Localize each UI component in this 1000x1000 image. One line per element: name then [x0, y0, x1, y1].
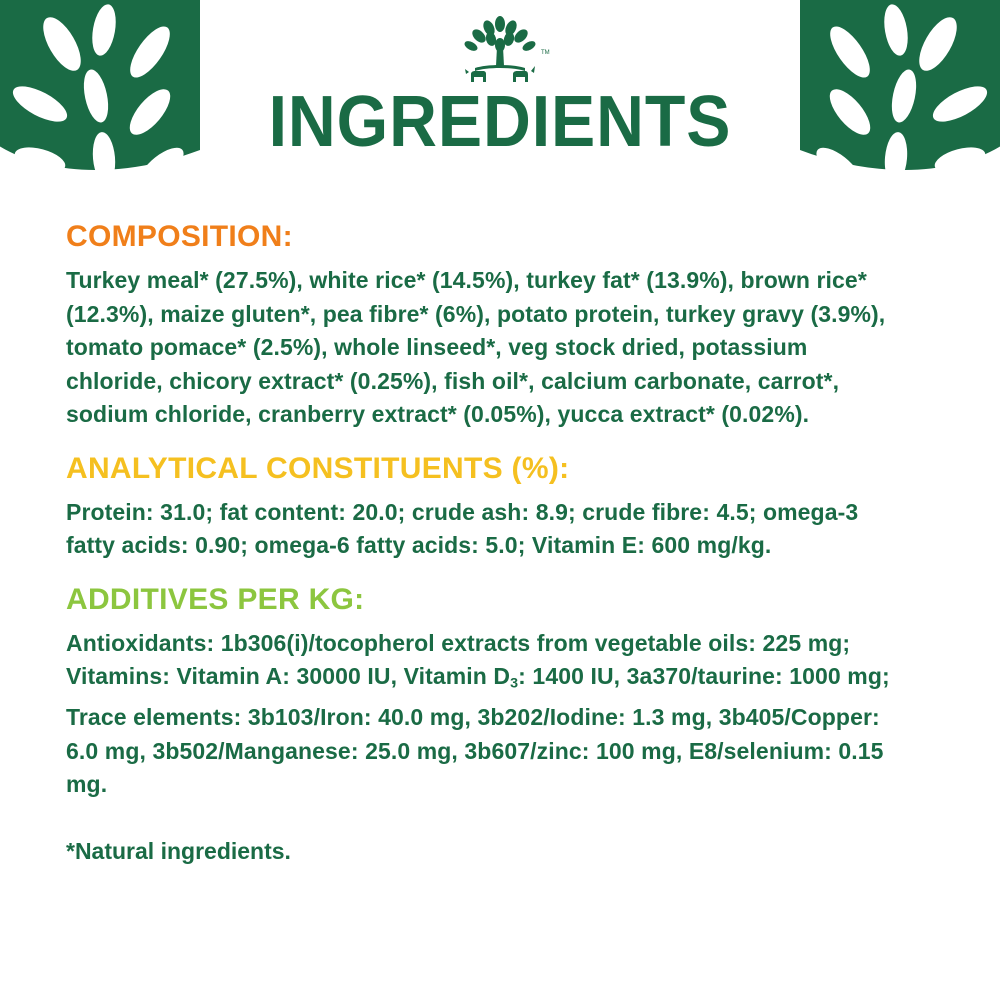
logo-trademark: TM — [541, 50, 550, 56]
additives-text-part1: Antioxidants: 1b306(i)/tocopherol extracts from vegetable oils: 225 mg; Vitamins: Vitamin A: 30000 IU, Vitamin D — [66, 629, 851, 689]
footnote-natural-ingredients: *Natural ingredients. — [66, 837, 291, 864]
section-analytical-constituents — [66, 452, 934, 563]
page-title: INGREDIENTS — [268, 82, 732, 162]
section-heading-composition: COMPOSITION: — [66, 220, 293, 253]
section-composition — [66, 220, 934, 432]
section-additives — [66, 583, 934, 802]
additives-text-part2: : 1400 IU, 3a370/taurine: 1000 mg; Trace elements: 3b103/Iron: 40.0 mg, 3b202/Iodine: 1.3 mg, 3b405/Copper: 6.0 mg, 3b502/Manganese: 25.0 mg, 3b607/zinc: 100 mg, E8/selenium: 0.15 mg. — [66, 663, 890, 798]
section-heading-additives: ADDITIVES PER KG: — [66, 582, 365, 616]
tree-with-cat-and-dog-logo — [445, 14, 555, 86]
section-heading-analytical: ANALYTICAL CONSTITUENTS (%): — [66, 451, 570, 485]
section-body-additives — [66, 627, 911, 802]
section-body-analytical: Protein: 31.0; fat content: 20.0; crude ash: 8.9; crude fibre: 4.5; omega-3 fatty acids: 0.90; omega-6 fatty acids: 5.0; Vitamin E: 600 mg/kg. — [66, 498, 859, 558]
page-header — [0, 0, 1000, 190]
section-body-composition: Turkey meal* (27.5%), white rice* (14.5%), turkey fat* (13.9%), brown rice* (12.3%), maize gluten*, pea fibre* (6%), potato protein, turkey gravy (3.9%), tomato pomace* (2.5%), whole linseed*, veg stock dried, potassium chloride, chicory extract* (0.25%), fish oil*, calcium carbonate, carrot*, sodium chloride, cranberry extract* (0.05%), yucca extract* (0.02%). — [66, 267, 886, 427]
vitamin-d3-subscript: 3 — [510, 675, 519, 692]
ingredients-content — [0, 190, 1000, 866]
